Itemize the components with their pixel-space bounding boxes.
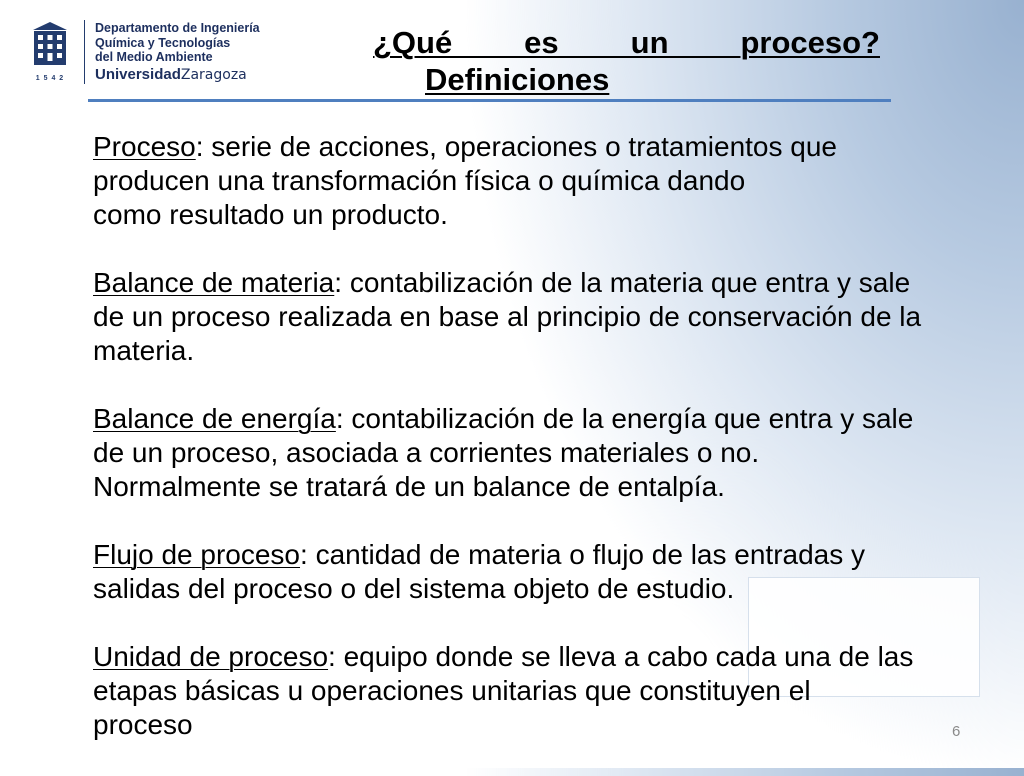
definition-item <box>93 130 921 232</box>
definition-line <box>93 640 921 674</box>
definition-text: : serie de acciones, operaciones o tratamientos que <box>195 131 837 162</box>
title-rule <box>88 99 891 102</box>
definition-line: como resultado un producto. <box>93 199 448 230</box>
department-line: Química y Tecnologías <box>95 35 231 50</box>
definition-text: : equipo donde se lleva a cabo cada una de las <box>328 641 914 672</box>
definition-item <box>93 640 921 742</box>
definition-item <box>93 538 921 606</box>
university-logo <box>28 16 272 86</box>
definition-line: de un proceso realizada en base al principio de conservación de la <box>93 301 922 332</box>
definition-line: Normalmente se tratará de un balance de entalpía. <box>93 471 725 502</box>
slide-title-line-1: ¿Qué es un proceso? <box>373 25 880 60</box>
department-name <box>95 21 260 65</box>
definition-line: de un proceso, asociada a corrientes materiales o no. <box>93 437 760 468</box>
definition-line: proceso <box>93 709 193 740</box>
definitions-list <box>93 130 921 776</box>
page-number: 6 <box>952 723 961 740</box>
definition-item <box>93 402 921 504</box>
university-crest-icon <box>32 21 68 67</box>
definition-line: materia. <box>93 335 195 366</box>
definition-term: Flujo de proceso <box>93 539 301 570</box>
definition-item <box>93 266 921 368</box>
university-name <box>95 66 247 84</box>
definition-text: : contabilización de la materia que entra y sale <box>334 267 911 298</box>
definition-text: : cantidad de materia o flujo de las entradas y <box>300 539 866 570</box>
definition-line <box>93 266 921 300</box>
department-line: del Medio Ambiente <box>95 50 213 64</box>
definition-line: etapas básicas u operaciones unitarias que constituyen el <box>93 675 811 706</box>
university-name-bold: Universidad <box>95 66 181 83</box>
definition-text: : contabilización de la energía que entra y sale <box>335 403 914 434</box>
definition-term: Balance de materia <box>93 267 335 298</box>
definition-term: Unidad de proceso <box>93 641 329 672</box>
definition-term: Proceso <box>93 131 196 162</box>
definition-line: producen una transformación física o química dando <box>93 165 746 196</box>
definition-line <box>93 538 921 572</box>
department-line: Departamento de Ingeniería <box>95 21 260 35</box>
definition-term: Balance de energía <box>93 403 336 434</box>
definition-line <box>93 130 921 164</box>
university-name-regular: Zaragoza <box>180 67 247 83</box>
slide-title-line-2: Definiciones <box>425 62 610 97</box>
logo-divider <box>84 20 85 84</box>
definition-line: salidas del proceso o del sistema objeto de estudio. <box>93 573 735 604</box>
founded-year: 1 5 4 2 <box>35 75 65 82</box>
definition-line <box>93 402 921 436</box>
